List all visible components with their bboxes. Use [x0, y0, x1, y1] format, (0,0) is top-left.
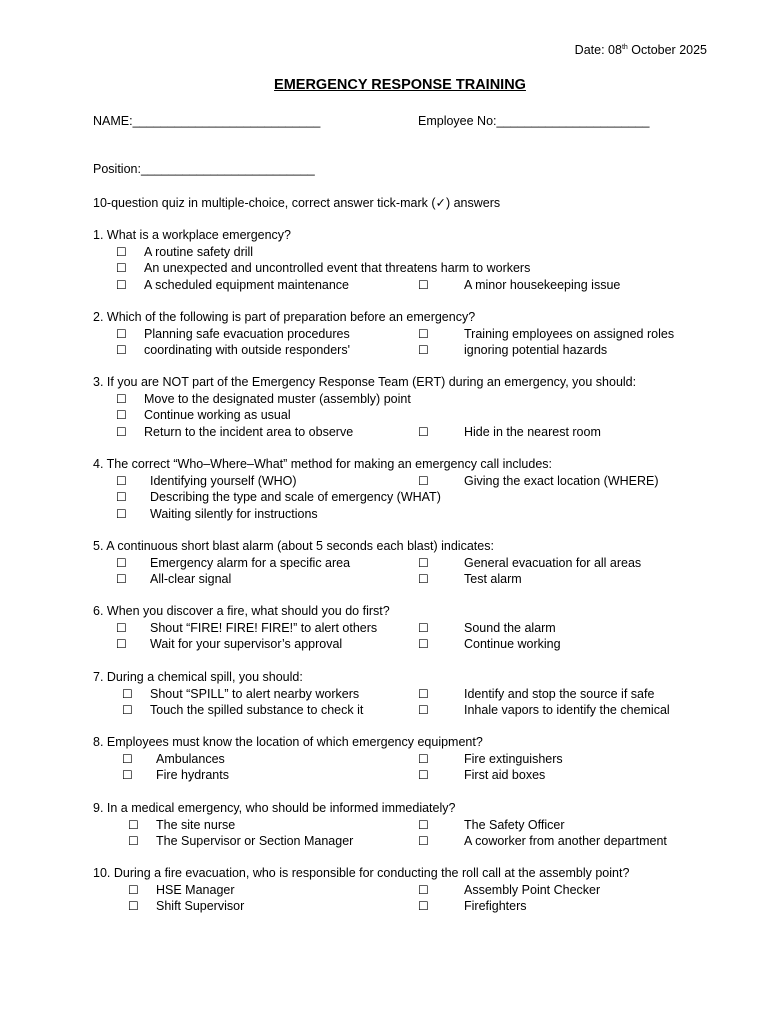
option-label: Fire extinguishers	[464, 751, 563, 766]
option[interactable]	[418, 817, 565, 834]
question-text: 9. In a medical emergency, who should be informed immediately?	[93, 801, 456, 815]
question-text: 5. A continuous short blast alarm (about 5 seconds each blast) indicates:	[93, 539, 494, 553]
checkbox-icon[interactable]: ☐	[418, 899, 429, 913]
question-text: 3. If you are NOT part of the Emergency Response Team (ERT) during an emergency, you should:	[93, 375, 637, 389]
checkbox-icon[interactable]: ☐	[116, 473, 127, 488]
option-row	[93, 571, 713, 588]
option[interactable]	[418, 751, 563, 768]
option[interactable]	[116, 260, 530, 277]
option-label: Continue working	[464, 637, 561, 651]
option-row	[93, 686, 713, 703]
question-text: 10. During a fire evacuation, who is responsible for conducting the roll call at the assembly point?	[93, 866, 630, 880]
question-text: 2. Which of the following is part of preparation before an emergency?	[93, 310, 476, 324]
option[interactable]	[418, 636, 561, 653]
option-row	[93, 817, 713, 834]
option-label: Waiting silently for instructions	[150, 506, 318, 521]
option[interactable]	[116, 571, 231, 588]
option-label: Shout “SPILL” to alert nearby workers	[150, 686, 360, 701]
option-label: Planning safe evacuation procedures	[144, 326, 350, 341]
option[interactable]	[116, 555, 350, 572]
checkbox-icon[interactable]: ☐	[418, 768, 429, 782]
option-label: An unexpected and uncontrolled event that threatens harm to workers	[144, 261, 531, 275]
option-label: Shout “FIRE! FIRE! FIRE!” to alert others	[150, 620, 378, 635]
option-row	[93, 342, 713, 359]
checkbox-icon[interactable]: ☐	[128, 817, 139, 832]
question-7	[93, 669, 713, 719]
option-row	[93, 391, 713, 408]
checkbox-icon[interactable]: ☐	[418, 637, 429, 651]
option-label: Touch the spilled substance to check it	[150, 703, 364, 717]
date-suffix: October 2025	[627, 43, 707, 57]
option-label: Move to the designated muster (assembly) point	[144, 391, 411, 406]
option-label: A routine safety drill	[144, 244, 254, 259]
option-label: General evacuation for all areas	[464, 555, 642, 570]
option-row	[93, 244, 713, 261]
name-field[interactable]: NAME:___________________________	[93, 114, 321, 128]
option-label: A minor housekeeping issue	[464, 277, 621, 292]
checkbox-icon[interactable]: ☐	[418, 834, 429, 848]
option-label: Firefighters	[464, 899, 527, 913]
option-label: First aid boxes	[464, 768, 546, 782]
option-row	[93, 767, 713, 784]
checkbox-icon[interactable]: ☐	[116, 490, 127, 504]
option-row	[93, 260, 713, 277]
option-label: Describing the type and scale of emergency (WHAT)	[150, 490, 441, 504]
checkbox-icon[interactable]: ☐	[116, 424, 127, 439]
option-row	[93, 898, 713, 915]
option-label: Sound the alarm	[464, 620, 556, 635]
option-row	[93, 555, 713, 572]
question-text: 4. The correct “Who–Where–What” method for making an emergency call includes:	[93, 457, 552, 471]
option-label: Test alarm	[464, 572, 522, 586]
option-label: Hide in the nearest room	[464, 424, 601, 439]
option-row	[93, 833, 713, 850]
option[interactable]	[418, 686, 654, 703]
question-9	[93, 800, 713, 850]
option[interactable]	[128, 898, 244, 915]
option-label: Fire hydrants	[156, 768, 229, 782]
question-text: 1. What is a workplace emergency?	[93, 228, 292, 242]
checkbox-icon[interactable]: ☐	[116, 620, 127, 635]
option-row	[93, 506, 713, 523]
checkbox-icon[interactable]: ☐	[116, 572, 127, 586]
question-4	[93, 456, 713, 522]
option[interactable]	[116, 636, 342, 653]
option[interactable]	[418, 702, 670, 719]
option-row	[93, 620, 713, 637]
option[interactable]	[418, 767, 545, 784]
option[interactable]	[128, 882, 235, 899]
option[interactable]	[418, 342, 607, 359]
checkbox-icon[interactable]: ☐	[418, 751, 429, 766]
option[interactable]	[116, 620, 377, 637]
question-2	[93, 309, 713, 359]
quiz-instructions: 10-question quiz in multiple-choice, correct answer tick-mark (✓) answers	[93, 196, 501, 210]
employee-no-field[interactable]: Employee No:______________________	[418, 114, 650, 128]
question-text: 7. During a chemical spill, you should:	[93, 670, 303, 684]
checkbox-icon[interactable]: ☐	[116, 391, 127, 406]
option[interactable]	[116, 424, 353, 441]
option-row	[93, 751, 713, 768]
checkbox-icon[interactable]: ☐	[116, 506, 127, 521]
option[interactable]	[116, 489, 441, 506]
checkbox-icon[interactable]: ☐	[418, 572, 429, 586]
checkbox-icon[interactable]: ☐	[418, 424, 429, 439]
option[interactable]	[122, 686, 359, 703]
option[interactable]	[116, 277, 349, 294]
option-label: Return to the incident area to observe	[144, 424, 354, 439]
option[interactable]	[418, 326, 674, 343]
option[interactable]	[116, 244, 253, 261]
option-label: Identifying yourself (WHO)	[150, 473, 297, 488]
date-prefix: Date: 08	[574, 43, 622, 57]
option-label: Ambulances	[156, 751, 225, 766]
option[interactable]	[116, 506, 318, 523]
option-label: All-clear signal	[150, 572, 232, 586]
checkbox-icon[interactable]: ☐	[128, 882, 139, 897]
checkbox-icon[interactable]: ☐	[418, 473, 429, 488]
option[interactable]	[122, 767, 229, 784]
checkbox-icon[interactable]: ☐	[418, 817, 429, 832]
option[interactable]	[418, 473, 659, 490]
date-superscript: th	[621, 43, 628, 51]
option-row	[93, 277, 713, 294]
date-line	[575, 43, 707, 57]
option-label: A coworker from another department	[464, 834, 667, 848]
checkbox-icon[interactable]: ☐	[128, 899, 139, 913]
option-label: Inhale vapors to identify the chemical	[464, 703, 670, 717]
option-row	[93, 473, 713, 490]
checkbox-icon[interactable]: ☐	[116, 277, 127, 292]
question-1	[93, 227, 713, 293]
option-row	[93, 702, 713, 719]
option-row	[93, 326, 713, 343]
option[interactable]	[418, 555, 641, 572]
option-label: The site nurse	[156, 817, 236, 832]
option[interactable]	[116, 407, 291, 424]
option-label: coordinating with outside responders'	[144, 343, 350, 357]
checkbox-icon[interactable]: ☐	[418, 703, 429, 717]
option[interactable]	[116, 391, 411, 408]
checkbox-icon[interactable]: ☐	[418, 882, 429, 897]
option-row	[93, 424, 713, 441]
option-row	[93, 407, 713, 424]
position-field[interactable]: Position:_________________________	[93, 162, 315, 176]
question-10	[93, 865, 713, 915]
option-label: Assembly Point Checker	[464, 882, 601, 897]
question-3	[93, 374, 713, 440]
checkbox-icon[interactable]: ☐	[418, 620, 429, 635]
option-label: Giving the exact location (WHERE)	[464, 473, 659, 488]
checkbox-icon[interactable]: ☐	[116, 408, 127, 422]
option-row	[93, 489, 713, 506]
question-5	[93, 538, 713, 588]
option-label: ignoring potential hazards	[464, 343, 608, 357]
option-label: Training employees on assigned roles	[464, 326, 675, 341]
option-label: Emergency alarm for a specific area	[150, 555, 351, 570]
question-8	[93, 734, 713, 784]
question-text: 8. Employees must know the location of which emergency equipment?	[93, 735, 483, 749]
checkbox-icon[interactable]: ☐	[418, 326, 429, 341]
question-6	[93, 603, 713, 653]
checkbox-icon[interactable]: ☐	[418, 686, 429, 701]
checkbox-icon[interactable]: ☐	[116, 343, 127, 357]
question-text: 6. When you discover a fire, what should you do first?	[93, 604, 390, 618]
option-label: Wait for your supervisor’s approval	[150, 637, 343, 651]
checkbox-icon[interactable]: ☐	[116, 261, 127, 275]
option-label: The Safety Officer	[464, 817, 565, 832]
option[interactable]	[418, 882, 600, 899]
checkbox-icon[interactable]: ☐	[418, 277, 429, 292]
checkbox-icon[interactable]: ☐	[122, 703, 133, 717]
option[interactable]	[116, 326, 350, 343]
option[interactable]	[418, 898, 527, 915]
document-title: EMERGENCY RESPONSE TRAINING	[274, 77, 526, 93]
option[interactable]	[418, 277, 620, 294]
option[interactable]	[418, 571, 522, 588]
option-label: A scheduled equipment maintenance	[144, 277, 350, 292]
option[interactable]	[122, 702, 363, 719]
option-label: The Supervisor or Section Manager	[156, 834, 354, 848]
checkbox-icon[interactable]: ☐	[418, 555, 429, 570]
option[interactable]	[418, 833, 667, 850]
checkbox-icon[interactable]: ☐	[116, 555, 127, 570]
checkbox-icon[interactable]: ☐	[122, 768, 133, 782]
option-label: Continue working as usual	[144, 408, 291, 422]
checkbox-icon[interactable]: ☐	[116, 326, 127, 341]
option[interactable]	[418, 424, 601, 441]
checkbox-icon[interactable]: ☐	[122, 751, 133, 766]
checkbox-icon[interactable]: ☐	[128, 834, 139, 848]
option[interactable]	[122, 751, 225, 768]
option[interactable]	[128, 817, 235, 834]
option-row	[93, 882, 713, 899]
option[interactable]	[418, 620, 556, 637]
option-label: Shift Supervisor	[156, 899, 245, 913]
option-label: HSE Manager	[156, 882, 235, 897]
checkbox-icon[interactable]: ☐	[122, 686, 133, 701]
checkbox-icon[interactable]: ☐	[116, 244, 127, 259]
checkbox-icon[interactable]: ☐	[418, 343, 429, 357]
option-row	[93, 636, 713, 653]
option[interactable]	[128, 833, 353, 850]
option[interactable]	[116, 473, 297, 490]
checkbox-icon[interactable]: ☐	[116, 637, 127, 651]
option[interactable]	[116, 342, 350, 359]
option-label: Identify and stop the source if safe	[464, 686, 655, 701]
